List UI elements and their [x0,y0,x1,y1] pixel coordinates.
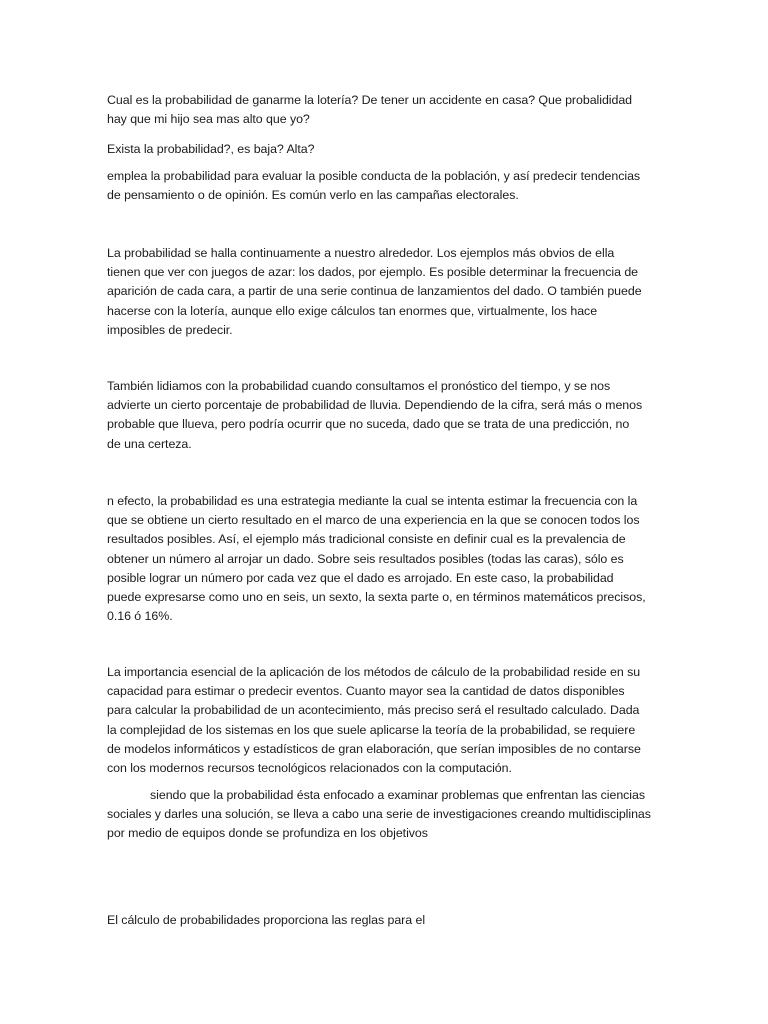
paragraph-social-sciences [107,786,663,844]
text-line: 0.16 ó 16%. [107,609,173,624]
text-line: de modelos informáticos y estadísticos de gran elaboración, que serían imposibles de no contarse [107,741,641,756]
paragraph-exists-question [107,140,663,159]
paragraph-calculation-rules [107,911,663,930]
text-line: para calcular la probabilidad de un acontecimiento, más preciso será el resultado calculado. Dada [107,703,640,718]
text-line: El cálculo de probabilidades proporciona las reglas para el [107,913,426,927]
text-line: La probabilidad se halla continuamente a nuestro alrededor. Los ejemplos más obvios de ella [107,246,615,260]
text-line: probable que llueva, pero podría ocurrir que no suceda, dado que se trata de una predicción, no [107,417,630,432]
text-line: que se obtiene un cierto resultado en el marco de una experiencia en la que se conocen todos los [107,513,640,528]
text-line: de pensamiento o de opinión. Es común verlo en las campañas electorales. [107,188,519,203]
paragraph-weather-forecast [107,377,663,454]
text-line: siendo que la probabilidad ésta enfocado a examinar problemas que enfrentan las ciencias [150,788,645,802]
paragraph-intro-questions [107,91,663,129]
text-line: hay que mi hijo sea mas alto que yo? [107,112,310,127]
text-line: por medio de equipos donde se profundiza en los objetivos [107,826,428,841]
text-line: emplea la probabilidad para evaluar la posible conducta de la población, y así predecir tendencias [107,169,641,183]
text-line: de una certeza. [107,436,192,451]
text-line: Cual es la probabilidad de ganarme la lotería? De tener un accidente en casa? Que probalididad [107,93,633,107]
text-line: con los modernos recursos tecnológicos relacionados con la computación. [107,761,512,776]
text-line: tienen que ver con juegos de azar: los dados, por ejemplo. Es posible determinar la frecuencia de [107,265,639,280]
text-line: También lidiamos con la probabilidad cuando consultamos el pronóstico del tiempo, y se nos [107,379,611,393]
text-line: n efecto, la probabilidad es una estrategia mediante la cual se intenta estimar la frecuencia con la [107,494,638,508]
text-line: La importancia esencial de la aplicación de los métodos de cálculo de la probabilidad reside en su [107,665,641,679]
text-line: sociales y darles una solución, se lleva a cabo una serie de investigaciones creando multidisciplinas [107,807,651,822]
paragraph-dice-example [107,492,663,626]
text-line: advierte un cierto porcentaje de probabilidad de lluvia. Dependiendo de la cifra, será más o menos [107,398,643,413]
text-line: capacidad para estimar o predecir eventos. Cuanto mayor sea la cantidad de datos disponibles [107,684,625,699]
text-line: resultados posibles. Así, el ejemplo más tradicional consiste en definir cual es la prevalencia de [107,532,626,547]
paragraph-population-conduct [107,167,663,205]
text-line: hacerse con la lotería, aunque ello exige cálculos tan enormes que, virtualmente, los hace [107,303,598,318]
text-line: posible lograr un número por cada vez que el dado es arrojado. En este caso, la probabilidad [107,570,614,585]
text-line: aparición de cada cara, a partir de una serie continua de lanzamientos del dado. O también puede [107,284,642,299]
text-line: la complejidad de los sistemas en los que suele aplicarse la teoría de la probabilidad, se requiere [107,722,636,737]
text-line: obtener un número al arrojar un dado. Sobre seis resultados posibles (todas las caras), sólo es [107,551,624,566]
text-line: puede expresarse como uno en seis, un sexto, la sexta parte o, en términos matemáticos precisos, [107,590,646,605]
paragraph-importance [107,663,663,778]
text-line: imposibles de predecir. [107,322,233,337]
text-line: Exista la probabilidad?, es baja? Alta? [107,142,315,156]
paragraph-games-of-chance [107,244,663,340]
